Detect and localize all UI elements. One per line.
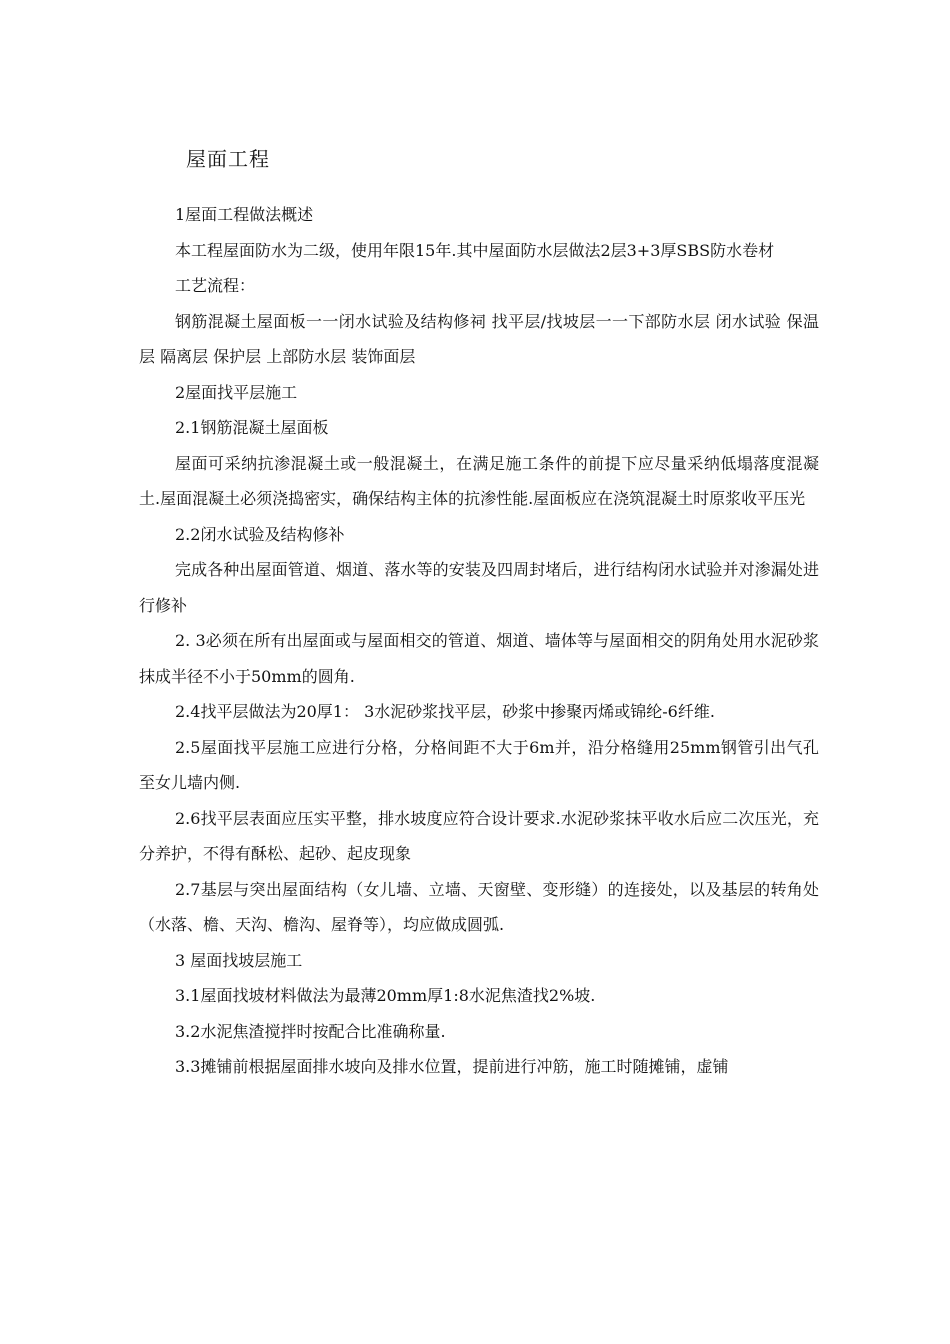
paragraph-2-1-body: 屋面可采纳抗渗混凝土或一般混凝土，在满足施工条件的前提下应尽量采纳低塌落度混凝土.屋面混凝土必须浇捣密实，确保结构主体的抗渗性能.屋面板应在浇筑混凝土时原浆收平压光 bbox=[139, 453, 819, 508]
paragraph-section-2-heading: 2屋面找平层施工 bbox=[175, 382, 298, 402]
paragraph-section-3-heading: 3 屋面找坡层施工 bbox=[175, 950, 303, 970]
document-title: 屋面工程 bbox=[186, 147, 270, 171]
paragraph-3-2: 3.2水泥焦渣搅拌时按配合比准确称量. bbox=[175, 1021, 446, 1041]
paragraph-process-flow: 钢筋混凝土屋面板一一闭水试验及结构修祠 找平层/找坡层一一下部防水层 闭水试验 保温层 隔离层 保护层 上部防水层 装饰面层 bbox=[139, 311, 819, 366]
paragraph-2-1-heading: 2.1钢筋混凝土屋面板 bbox=[175, 418, 329, 437]
paragraph-2-4: 2.4找平层做法为20厚1： 3水泥砂浆找平层，砂浆中掺聚丙烯或锦纶-6纤维. bbox=[175, 702, 715, 721]
paragraph-3-3: 3.3摊铺前根据屋面排水坡向及排水位置，提前进行冲筋，施工时随摊铺，虚铺 bbox=[175, 1057, 729, 1076]
paragraph-2-6: 2.6找平层表面应压实平整，排水坡度应符合设计要求.水泥砂浆抹平收水后应二次压光，充分养护，不得有酥松、起砂、起皮现象 bbox=[139, 808, 819, 863]
paragraph-waterproof-overview: 本工程屋面防水为二级，使用年限15年.其中屋面防水层做法2层3+3厚SBS防水卷材 bbox=[175, 240, 775, 260]
document-body bbox=[139, 197, 819, 1085]
paragraph-2-2-body: 完成各种出屋面管道、烟道、落水等的安装及四周封堵后，进行结构闭水试验并对渗漏处进行修补 bbox=[139, 560, 819, 615]
paragraph-process-label: 工艺流程： bbox=[175, 276, 256, 295]
paragraph-2-3: 2. 3必须在所有出屋面或与屋面相交的管道、烟道、墙体等与屋面相交的阴角处用水泥砂浆抹成半径不小于50mm的圆角. bbox=[139, 631, 819, 686]
paragraph-2-5: 2.5屋面找平层施工应进行分格，分格间距不大于6m并，沿分格缝用25mm钢管引出气孔至女儿墙内侧. bbox=[139, 737, 819, 792]
paragraph-3-1: 3.1屋面找坡材料做法为最薄20mm厚1:8水泥焦渣找2%坡. bbox=[175, 986, 596, 1005]
paragraph-2-2-heading: 2.2闭水试验及结构修补 bbox=[175, 524, 345, 544]
paragraph-section-1-heading: 1屋面工程做法概述 bbox=[175, 205, 314, 224]
paragraph-2-7: 2.7基层与突出屋面结构（女儿墙、立墙、天窗壁、变形缝）的连接处，以及基层的转角处（水落、檐、天沟、檐沟、屋脊等），均应做成圆弧. bbox=[139, 879, 819, 934]
